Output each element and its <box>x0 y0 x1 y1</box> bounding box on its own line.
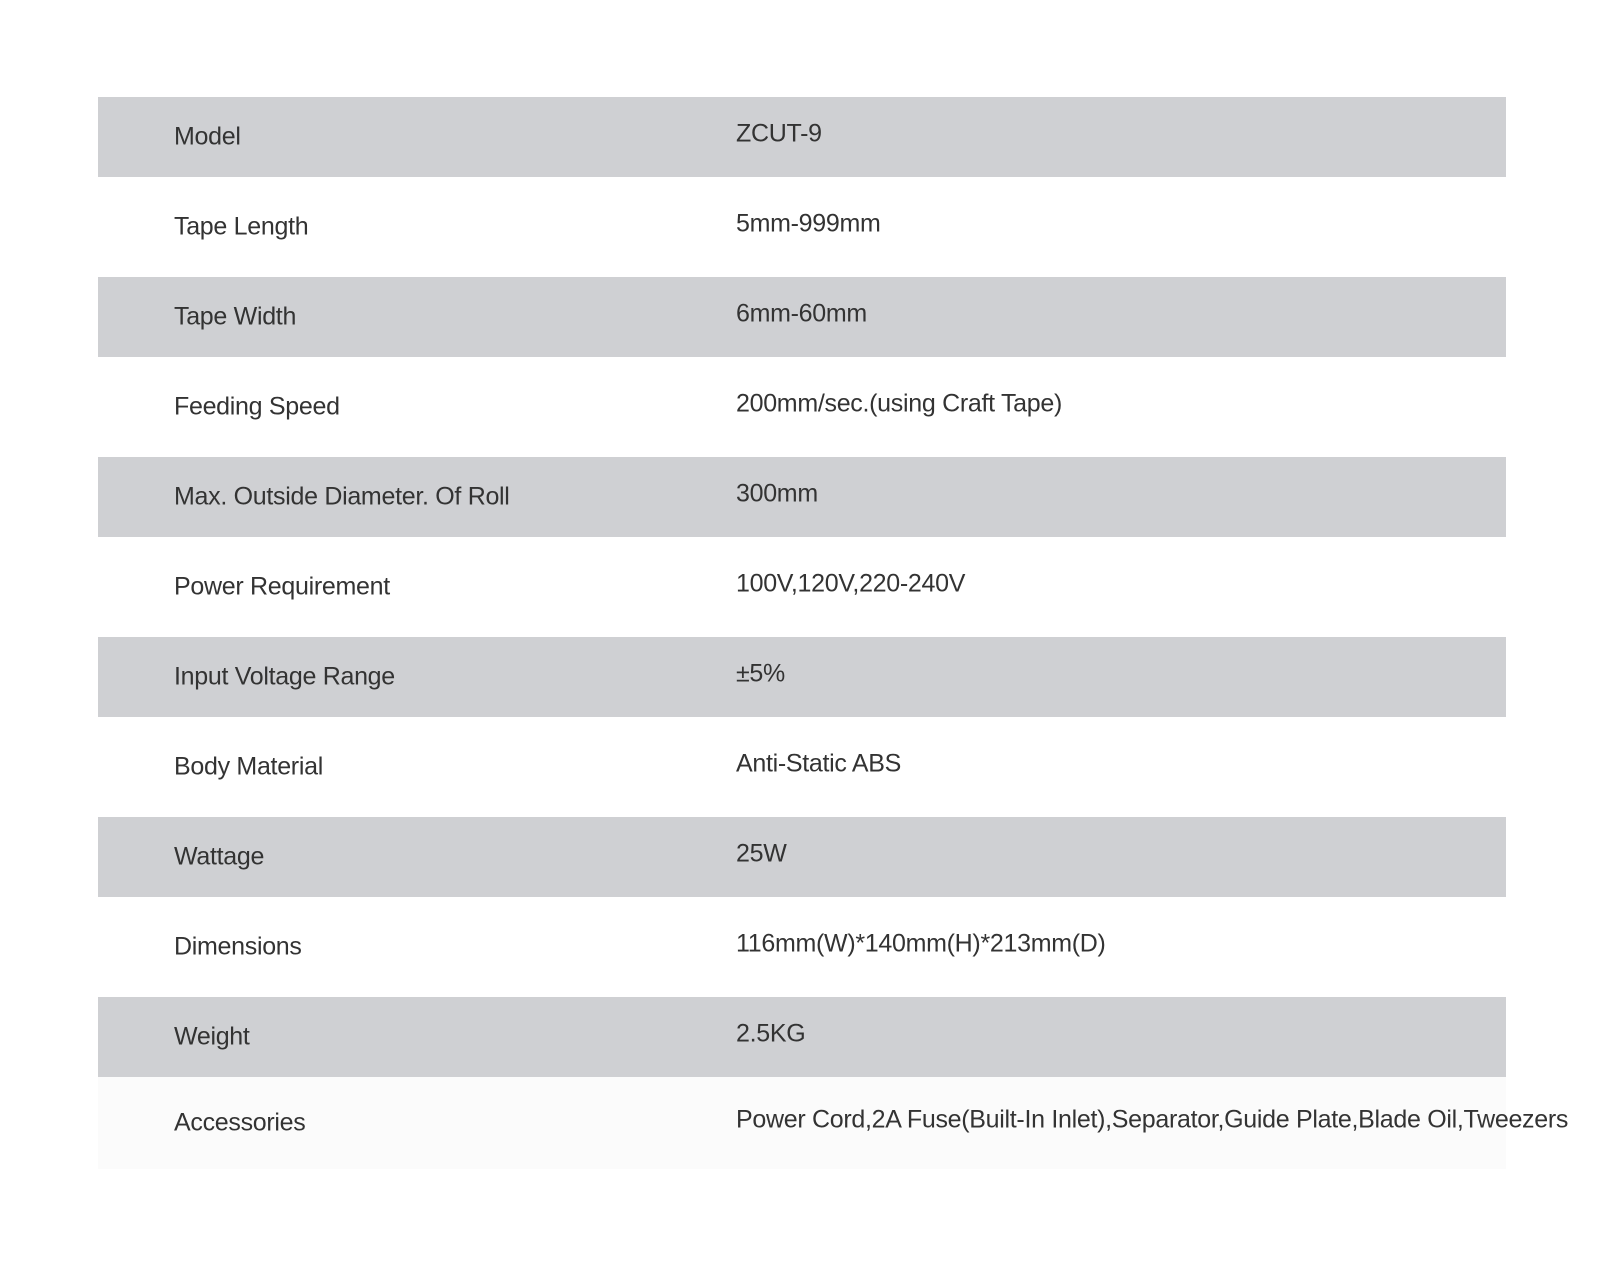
spec-value: Power Cord,2A Fuse(Built-In Inlet),Separator,Guide Plate,Blade Oil,Tweezers <box>736 1105 1569 1134</box>
spec-label: Weight <box>174 1022 250 1051</box>
spec-label: Tape Length <box>174 212 309 241</box>
spec-value: 2.5KG <box>736 1019 806 1048</box>
spec-label: Tape Width <box>174 302 297 331</box>
spec-label: Accessories <box>174 1108 306 1137</box>
spec-label: Model <box>174 122 241 151</box>
spec-value: ±5% <box>736 659 785 688</box>
spec-value: ZCUT-9 <box>736 119 822 148</box>
spec-row-body-material <box>98 717 1506 817</box>
spec-row-power-requirement <box>98 537 1506 637</box>
spec-label: Input Voltage Range <box>174 662 395 691</box>
spec-label: Dimensions <box>174 932 302 961</box>
spec-row-feeding-speed <box>98 357 1506 457</box>
spec-row-accessories <box>98 1077 1569 1169</box>
spec-value: 200mm/sec.(using Craft Tape) <box>736 389 1062 418</box>
spec-label: Wattage <box>174 842 265 871</box>
spec-row-wattage <box>98 817 1506 897</box>
specifications-table <box>98 97 1569 1169</box>
spec-label: Feeding Speed <box>174 392 340 421</box>
spec-value: 116mm(W)*140mm(H)*213mm(D) <box>736 929 1106 958</box>
spec-value: 25W <box>736 839 787 868</box>
spec-label: Max. Outside Diameter. Of Roll <box>174 482 510 511</box>
spec-value: 6mm-60mm <box>736 299 867 328</box>
spec-row-max-outside-diameter <box>98 457 1506 537</box>
spec-row-dimensions <box>98 897 1506 997</box>
spec-value: 300mm <box>736 479 818 508</box>
spec-value: Anti-Static ABS <box>736 749 902 778</box>
spec-label: Body Material <box>174 752 323 781</box>
spec-value: 5mm-999mm <box>736 209 881 238</box>
spec-row-model <box>98 97 1506 177</box>
spec-label: Power Requirement <box>174 572 390 601</box>
spec-row-weight <box>98 997 1506 1077</box>
spec-row-tape-width <box>98 277 1506 357</box>
spec-row-input-voltage-range <box>98 637 1506 717</box>
spec-value: 100V,120V,220-240V <box>736 569 966 598</box>
spec-row-tape-length <box>98 177 1506 277</box>
